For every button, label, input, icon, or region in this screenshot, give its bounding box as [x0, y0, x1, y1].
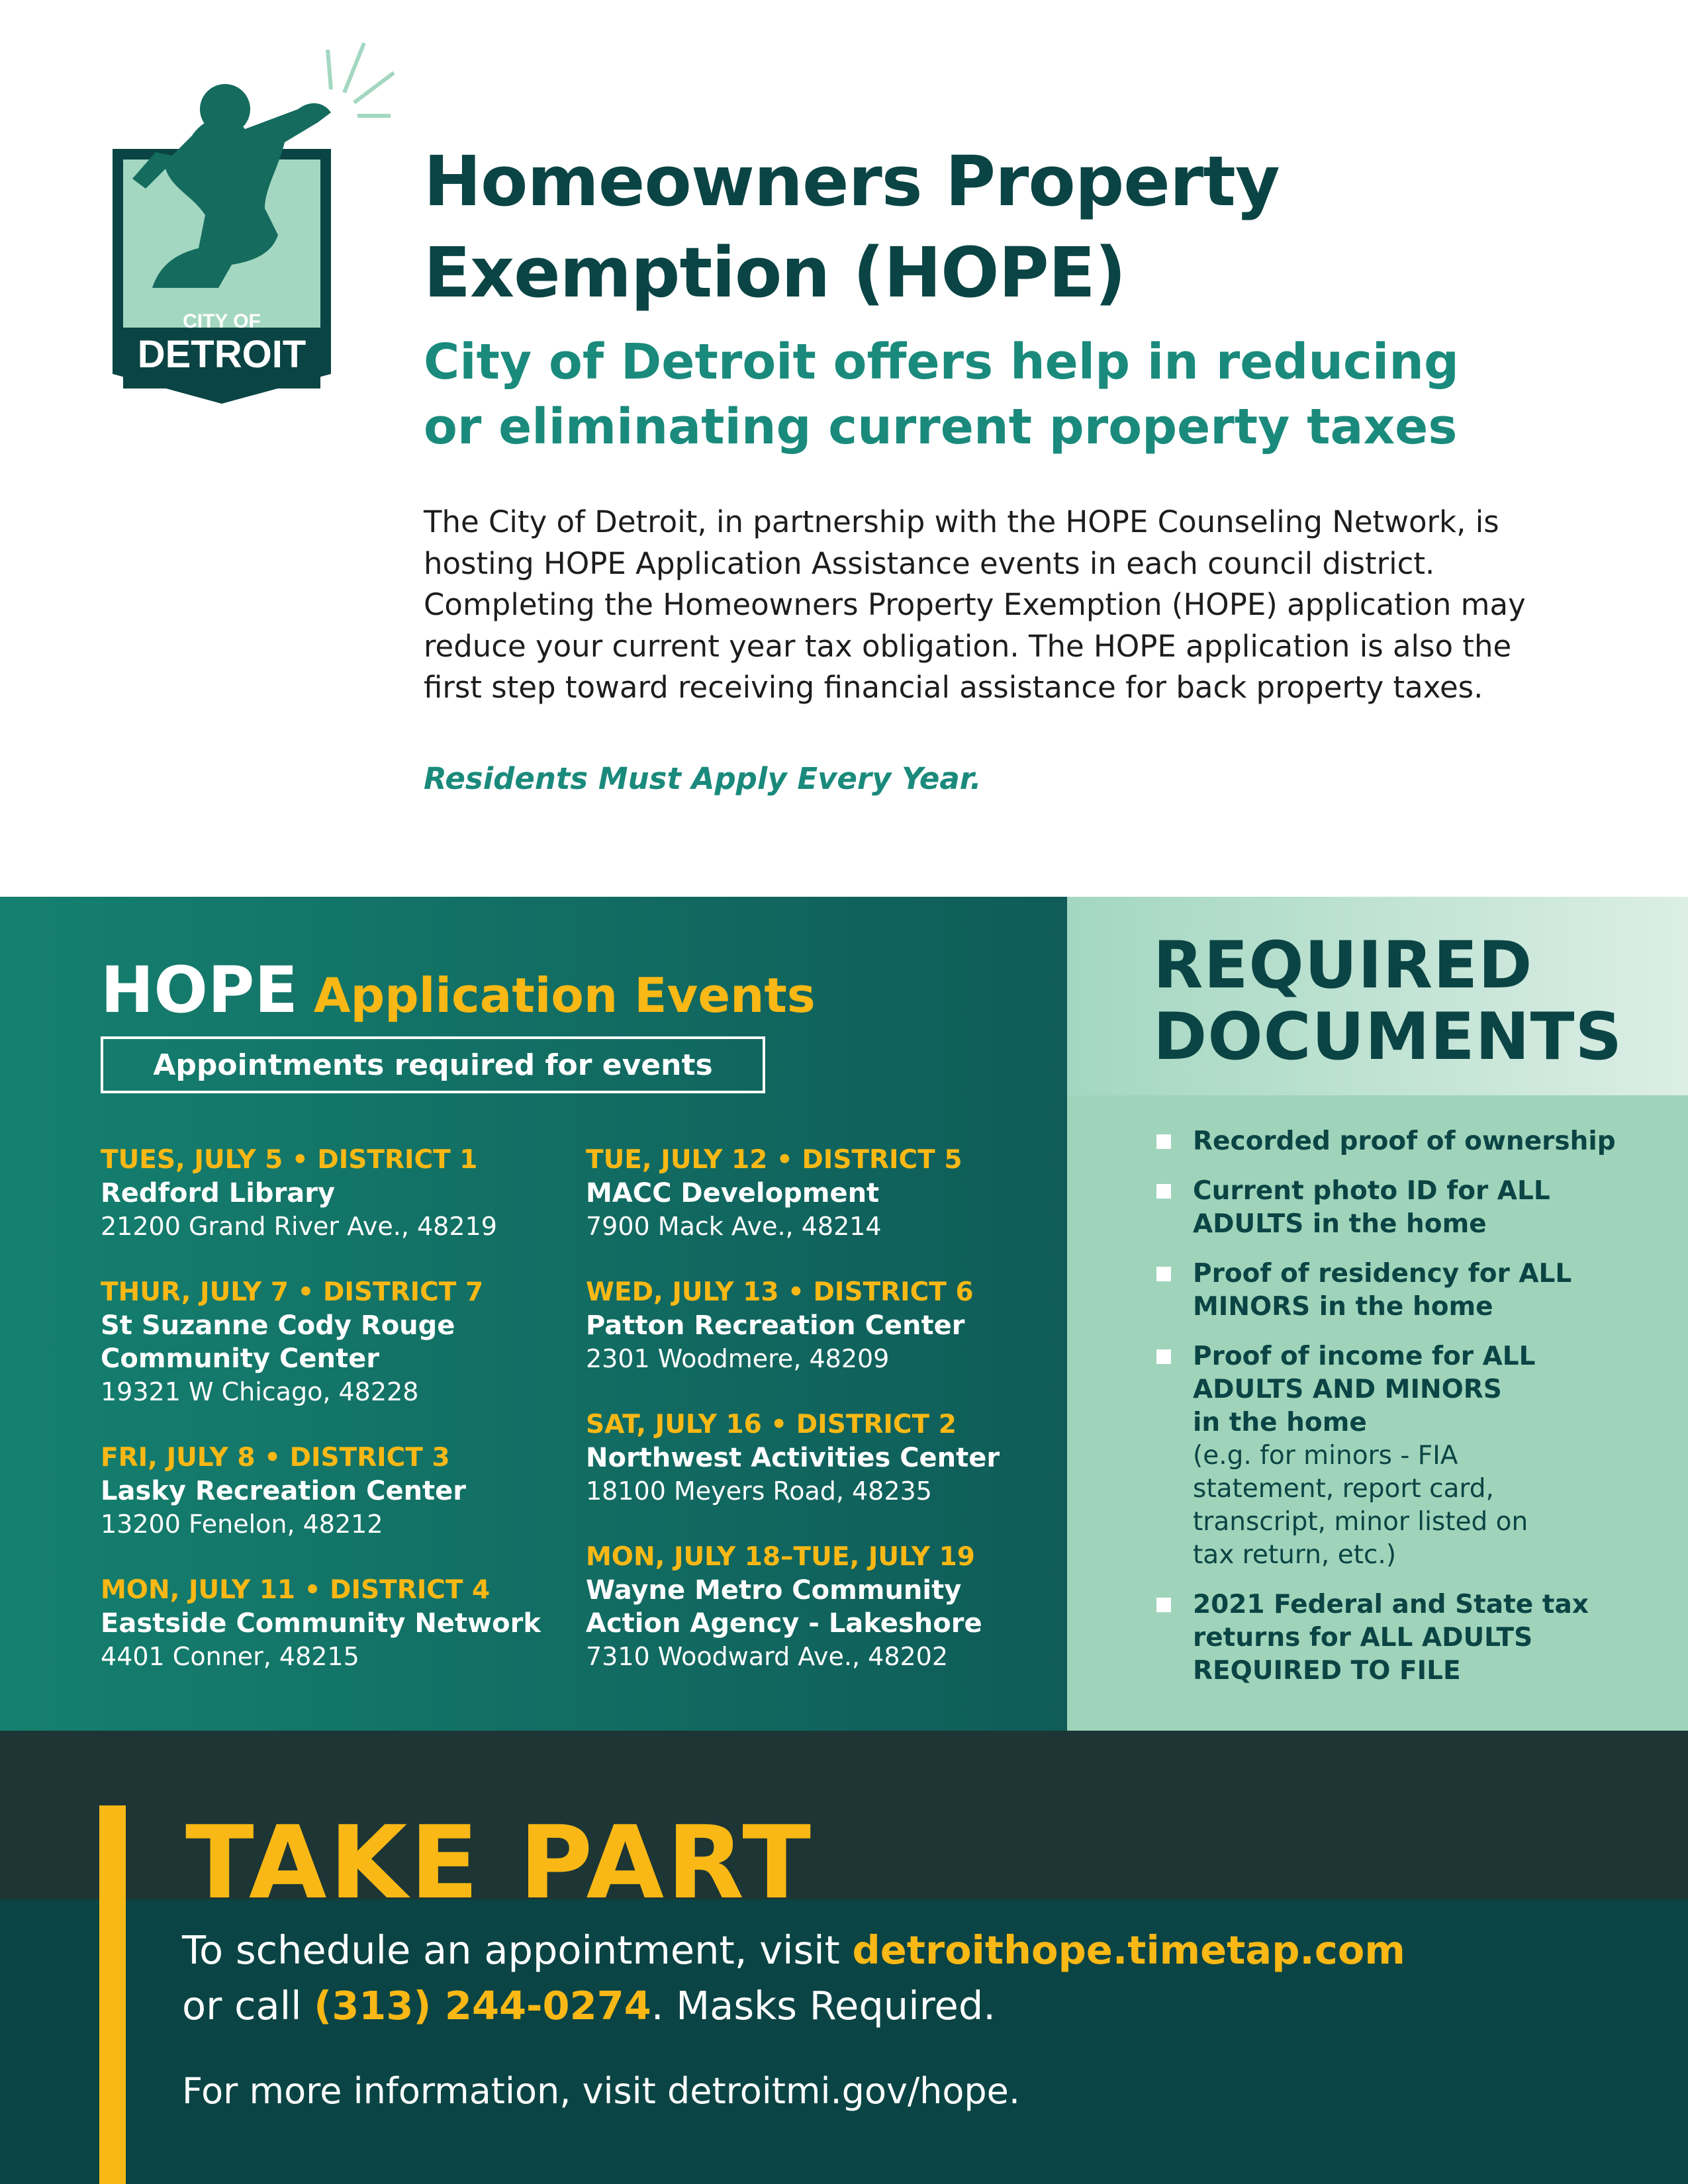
event-address: 7900 Mack Ave., 48214 — [586, 1212, 882, 1241]
event-address: 19321 W Chicago, 48228 — [101, 1377, 419, 1406]
event-venue: Patton Recreation Center — [586, 1310, 965, 1341]
event-venue: Eastside Community Network — [101, 1608, 541, 1639]
event-item — [586, 1276, 1062, 1375]
event-item — [586, 1408, 1062, 1508]
required-title-line-2: DOCUMENTS — [1153, 999, 1623, 1075]
required-title-line-1: REQUIRED — [1153, 928, 1533, 1003]
subtitle-line-1: City of Detroit offers help in reducing — [424, 334, 1459, 390]
appointments-note: Appointments required for events — [101, 1036, 765, 1093]
event-date: SAT, JULY 16 • DISTRICT 2 — [586, 1410, 957, 1439]
event-venue: St Suzanne Cody Rouge Community Center — [101, 1310, 455, 1374]
more-info-text: For more information, visit detroitmi.gov/hope. — [182, 2070, 1021, 2112]
event-venue: Redford Library — [101, 1178, 336, 1208]
list-item: 2021 Federal and State tax returns for ALL ADULTS REQUIRED TO FILE — [1153, 1588, 1656, 1688]
logo-line2: DETROIT — [137, 333, 306, 376]
event-date: FRI, JULY 8 • DISTRICT 3 — [101, 1443, 450, 1473]
event-item — [101, 1144, 577, 1243]
accent-bar — [99, 1805, 126, 2184]
event-date: TUE, JULY 12 • DISTRICT 5 — [586, 1145, 962, 1175]
event-venue: MACC Development — [586, 1178, 880, 1208]
event-date: TUES, JULY 5 • DISTRICT 1 — [101, 1145, 478, 1175]
must-apply-note: Residents Must Apply Every Year. — [424, 761, 982, 796]
subtitle-line-2: or eliminating current property taxes — [424, 398, 1458, 455]
events-title-hope: HOPE — [101, 953, 298, 1027]
event-address: 13200 Fenelon, 48212 — [101, 1510, 383, 1539]
events-title-rest: Application Events — [313, 968, 816, 1023]
schedule-link[interactable]: detroithope.timetap.com — [852, 1927, 1405, 1973]
event-venue: Lasky Recreation Center — [101, 1476, 467, 1506]
event-venue: Wayne Metro Community Action Agency - Lakeshore — [586, 1575, 982, 1639]
events-title — [101, 953, 816, 1027]
logo-line1: CITY OF — [183, 310, 261, 332]
list-item: Proof of residency for ALL MINORS in the home — [1153, 1257, 1656, 1324]
city-of-detroit-logo — [99, 36, 397, 407]
event-item — [101, 1574, 577, 1673]
event-item — [586, 1541, 996, 1673]
income-note: (e.g. for minors - FIA statement, report card, transcript, minor listed on tax return, etc.) — [1193, 1441, 1528, 1570]
page-subtitle — [424, 330, 1549, 459]
event-address: 4401 Conner, 48215 — [101, 1642, 359, 1671]
event-date: WED, JULY 13 • DISTRICT 6 — [586, 1277, 974, 1307]
list-item: Recorded proof of ownership — [1153, 1125, 1656, 1158]
required-documents-title — [1153, 930, 1622, 1073]
event-item — [101, 1276, 524, 1408]
phone-number[interactable]: (313) 244-0274 — [314, 1983, 651, 2028]
list-item: Proof of income for ALL ADULTS AND MINORS in the home (e.g. for minors - FIA statement, report card, transcript, minor listed on tax return, etc.) — [1153, 1340, 1537, 1572]
page-title — [424, 136, 1589, 318]
event-venue: Northwest Activities Center — [586, 1443, 1000, 1473]
event-address: 7310 Woodward Ave., 48202 — [586, 1642, 949, 1671]
list-item: Current photo ID for ALL ADULTS in the home — [1153, 1175, 1656, 1241]
required-documents-list — [1153, 1125, 1656, 1704]
take-part-text: To schedule an appointment, visit detroithope.timetap.com or call (313) 244-0274. Masks Required. — [182, 1927, 1405, 2028]
title-line-2: Exemption (HOPE) — [424, 232, 1126, 313]
event-address: 21200 Grand River Ave., 48219 — [101, 1212, 497, 1241]
event-date: THUR, JULY 7 • DISTRICT 7 — [101, 1277, 484, 1307]
event-date: MON, JULY 11 • DISTRICT 4 — [101, 1575, 491, 1605]
event-item — [586, 1144, 1062, 1243]
event-address: 18100 Meyers Road, 48235 — [586, 1477, 932, 1506]
event-item — [101, 1441, 577, 1541]
take-part-title: TAKE PART — [185, 1804, 814, 1921]
intro-paragraph: The City of Detroit, in partnership with the HOPE Counseling Network, is hosting HOPE Application Assistance events in each council district. Completing the Homeowners Property Exemption (HOPE) application may reduce your current year tax obligation. The HOPE application is also the first step toward receiving financial assistance for back property taxes. — [424, 504, 1526, 705]
event-date: MON, JULY 18–TUE, JULY 19 — [586, 1542, 975, 1572]
event-address: 2301 Woodmere, 48209 — [586, 1344, 890, 1373]
title-line-1: Homeowners Property — [424, 141, 1280, 222]
